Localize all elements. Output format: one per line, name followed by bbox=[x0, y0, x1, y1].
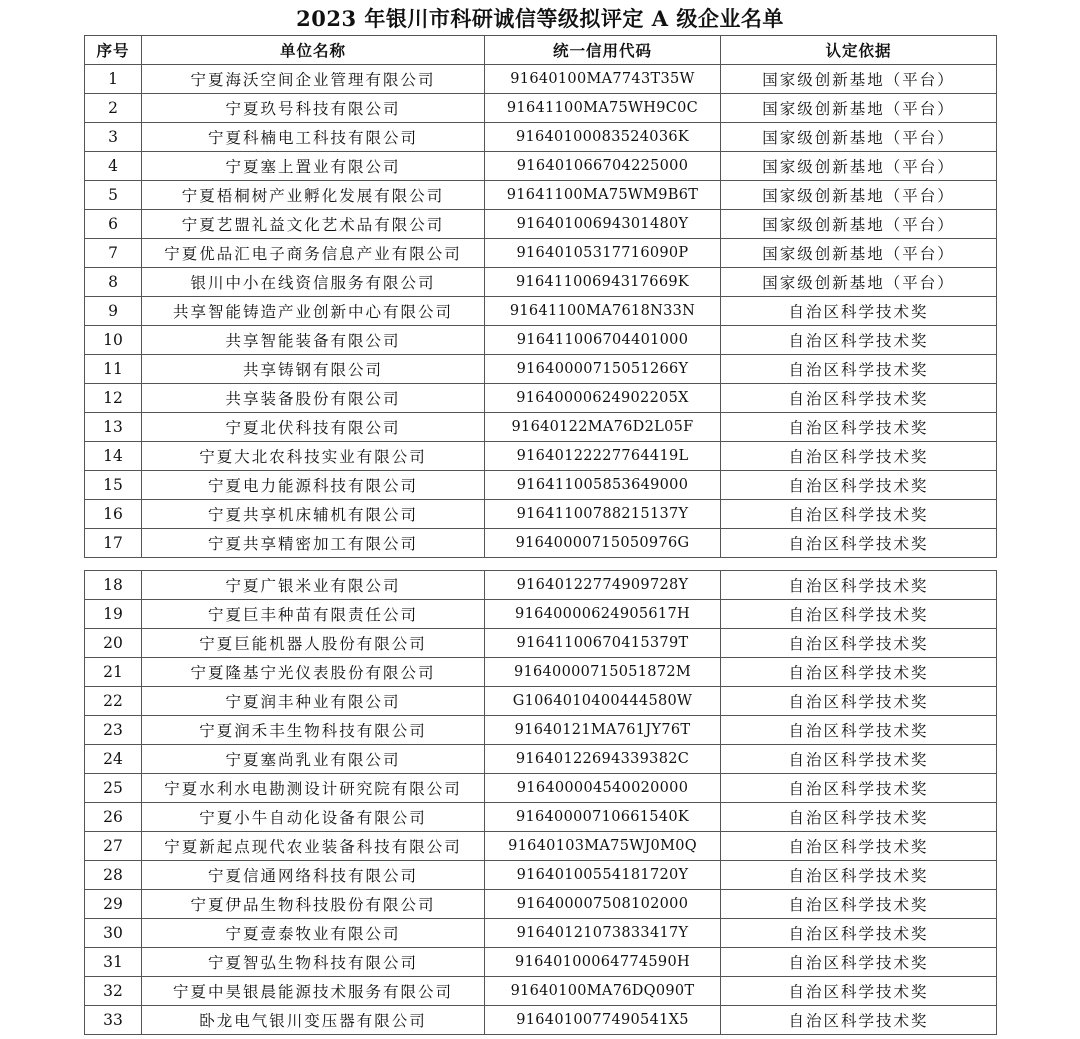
credit-code-cell: 91641100670415379T bbox=[485, 629, 721, 658]
company-name-cell: 宁夏塞尚乳业有限公司 bbox=[142, 745, 485, 774]
basis-cell: 自治区科学技术奖 bbox=[721, 977, 997, 1006]
credit-code-cell: G1064010400444580W bbox=[485, 687, 721, 716]
table-body-part-2 bbox=[85, 571, 997, 1035]
company-name-cell: 宁夏大北农科技实业有限公司 bbox=[142, 442, 485, 471]
table-row bbox=[85, 948, 997, 977]
credit-code-cell: 91641100MA75WM9B6T bbox=[485, 181, 721, 210]
table-row bbox=[85, 500, 997, 529]
table-row bbox=[85, 65, 997, 94]
credit-code-cell: 91640100064774590H bbox=[485, 948, 721, 977]
seq-cell: 5 bbox=[85, 181, 142, 210]
company-name-cell: 宁夏艺盟礼益文化艺术品有限公司 bbox=[142, 210, 485, 239]
basis-cell: 自治区科学技术奖 bbox=[721, 600, 997, 629]
basis-cell: 自治区科学技术奖 bbox=[721, 384, 997, 413]
company-name-cell: 共享铸钢有限公司 bbox=[142, 355, 485, 384]
table-row bbox=[85, 832, 997, 861]
seq-cell: 29 bbox=[85, 890, 142, 919]
seq-cell: 17 bbox=[85, 529, 142, 558]
table-row bbox=[85, 297, 997, 326]
seq-cell: 31 bbox=[85, 948, 142, 977]
seq-cell: 7 bbox=[85, 239, 142, 268]
basis-cell: 自治区科学技术奖 bbox=[721, 687, 997, 716]
credit-code-cell: 916400007508102000 bbox=[485, 890, 721, 919]
table-row bbox=[85, 919, 997, 948]
table-row bbox=[85, 571, 997, 600]
company-name-cell: 宁夏智弘生物科技有限公司 bbox=[142, 948, 485, 977]
header-seq: 序号 bbox=[85, 36, 142, 65]
credit-code-cell: 91640100694301480Y bbox=[485, 210, 721, 239]
credit-code-cell: 91641100788215137Y bbox=[485, 500, 721, 529]
seq-cell: 23 bbox=[85, 716, 142, 745]
company-name-cell: 银川中小在线资信服务有限公司 bbox=[142, 268, 485, 297]
seq-cell: 4 bbox=[85, 152, 142, 181]
basis-cell: 自治区科学技术奖 bbox=[721, 948, 997, 977]
seq-cell: 15 bbox=[85, 471, 142, 500]
credit-code-cell: 91640105317716090P bbox=[485, 239, 721, 268]
basis-cell: 自治区科学技术奖 bbox=[721, 500, 997, 529]
table-row bbox=[85, 774, 997, 803]
company-name-cell: 宁夏优品汇电子商务信息产业有限公司 bbox=[142, 239, 485, 268]
credit-code-cell: 91640000715050976G bbox=[485, 529, 721, 558]
company-name-cell: 宁夏共享机床辅机有限公司 bbox=[142, 500, 485, 529]
basis-cell: 自治区科学技术奖 bbox=[721, 629, 997, 658]
seq-cell: 19 bbox=[85, 600, 142, 629]
company-name-cell: 卧龙电气银川变压器有限公司 bbox=[142, 1006, 485, 1035]
basis-cell: 国家级创新基地（平台） bbox=[721, 94, 997, 123]
basis-cell: 自治区科学技术奖 bbox=[721, 890, 997, 919]
credit-code-cell: 91640121MA761JY76T bbox=[485, 716, 721, 745]
credit-code-cell: 916411006704401000 bbox=[485, 326, 721, 355]
company-name-cell: 宁夏信通网络科技有限公司 bbox=[142, 861, 485, 890]
table-row bbox=[85, 890, 997, 919]
seq-cell: 2 bbox=[85, 94, 142, 123]
basis-cell: 自治区科学技术奖 bbox=[721, 658, 997, 687]
table-row bbox=[85, 413, 997, 442]
seq-cell: 6 bbox=[85, 210, 142, 239]
seq-cell: 13 bbox=[85, 413, 142, 442]
seq-cell: 32 bbox=[85, 977, 142, 1006]
seq-cell: 16 bbox=[85, 500, 142, 529]
seq-cell: 24 bbox=[85, 745, 142, 774]
table-row bbox=[85, 152, 997, 181]
credit-code-cell: 9164010077490541X5 bbox=[485, 1006, 721, 1035]
credit-code-cell: 91640122694339382C bbox=[485, 745, 721, 774]
company-table-part-2 bbox=[84, 570, 997, 1035]
company-table-part-1 bbox=[84, 35, 997, 558]
basis-cell: 自治区科学技术奖 bbox=[721, 861, 997, 890]
basis-cell: 自治区科学技术奖 bbox=[721, 571, 997, 600]
seq-cell: 25 bbox=[85, 774, 142, 803]
company-name-cell: 宁夏广银米业有限公司 bbox=[142, 571, 485, 600]
company-name-cell: 宁夏巨能机器人股份有限公司 bbox=[142, 629, 485, 658]
table-row bbox=[85, 529, 997, 558]
basis-cell: 自治区科学技术奖 bbox=[721, 1006, 997, 1035]
company-name-cell: 宁夏小牛自动化设备有限公司 bbox=[142, 803, 485, 832]
seq-cell: 8 bbox=[85, 268, 142, 297]
company-name-cell: 宁夏梧桐树产业孵化发展有限公司 bbox=[142, 181, 485, 210]
table-row bbox=[85, 471, 997, 500]
basis-cell: 自治区科学技术奖 bbox=[721, 745, 997, 774]
company-name-cell: 宁夏新起点现代农业装备科技有限公司 bbox=[142, 832, 485, 861]
company-name-cell: 宁夏隆基宁光仪表股份有限公司 bbox=[142, 658, 485, 687]
credit-code-cell: 916411005853649000 bbox=[485, 471, 721, 500]
table-body-part-1 bbox=[85, 65, 997, 558]
credit-code-cell: 91641100694317669K bbox=[485, 268, 721, 297]
company-name-cell: 宁夏北伏科技有限公司 bbox=[142, 413, 485, 442]
table-row bbox=[85, 803, 997, 832]
basis-cell: 国家级创新基地（平台） bbox=[721, 181, 997, 210]
table-row bbox=[85, 600, 997, 629]
table-row bbox=[85, 123, 997, 152]
table-row bbox=[85, 384, 997, 413]
seq-cell: 10 bbox=[85, 326, 142, 355]
credit-code-cell: 91640000715051266Y bbox=[485, 355, 721, 384]
company-name-cell: 共享智能装备有限公司 bbox=[142, 326, 485, 355]
seq-cell: 18 bbox=[85, 571, 142, 600]
basis-cell: 自治区科学技术奖 bbox=[721, 326, 997, 355]
table-row bbox=[85, 861, 997, 890]
seq-cell: 28 bbox=[85, 861, 142, 890]
company-name-cell: 宁夏巨丰种苗有限责任公司 bbox=[142, 600, 485, 629]
seq-cell: 33 bbox=[85, 1006, 142, 1035]
seq-cell: 21 bbox=[85, 658, 142, 687]
company-name-cell: 宁夏玖号科技有限公司 bbox=[142, 94, 485, 123]
basis-cell: 自治区科学技术奖 bbox=[721, 919, 997, 948]
basis-cell: 国家级创新基地（平台） bbox=[721, 239, 997, 268]
basis-cell: 国家级创新基地（平台） bbox=[721, 123, 997, 152]
credit-code-cell: 91640100MA76DQ090T bbox=[485, 977, 721, 1006]
document-title: 2023 年银川市科研诚信等级拟评定 A 级企业名单 bbox=[296, 6, 784, 31]
table-row bbox=[85, 326, 997, 355]
credit-code-cell: 91640100554181720Y bbox=[485, 861, 721, 890]
header-company-name: 单位名称 bbox=[142, 36, 485, 65]
basis-cell: 自治区科学技术奖 bbox=[721, 442, 997, 471]
table-row bbox=[85, 239, 997, 268]
company-name-cell: 宁夏科楠电工科技有限公司 bbox=[142, 123, 485, 152]
basis-cell: 国家级创新基地（平台） bbox=[721, 152, 997, 181]
company-name-cell: 宁夏伊品生物科技股份有限公司 bbox=[142, 890, 485, 919]
credit-code-cell: 91640100MA7743T35W bbox=[485, 65, 721, 94]
company-name-cell: 宁夏水利水电勘测设计研究院有限公司 bbox=[142, 774, 485, 803]
table-row bbox=[85, 977, 997, 1006]
credit-code-cell: 91640000624902205X bbox=[485, 384, 721, 413]
seq-cell: 30 bbox=[85, 919, 142, 948]
seq-cell: 27 bbox=[85, 832, 142, 861]
basis-cell: 国家级创新基地（平台） bbox=[721, 268, 997, 297]
credit-code-cell: 91640122MA76D2L05F bbox=[485, 413, 721, 442]
table-row bbox=[85, 94, 997, 123]
basis-cell: 自治区科学技术奖 bbox=[721, 529, 997, 558]
company-name-cell: 宁夏共享精密加工有限公司 bbox=[142, 529, 485, 558]
seq-cell: 3 bbox=[85, 123, 142, 152]
company-name-cell: 宁夏塞上置业有限公司 bbox=[142, 152, 485, 181]
basis-cell: 自治区科学技术奖 bbox=[721, 716, 997, 745]
table-row bbox=[85, 442, 997, 471]
seq-cell: 14 bbox=[85, 442, 142, 471]
basis-cell: 国家级创新基地（平台） bbox=[721, 65, 997, 94]
seq-cell: 20 bbox=[85, 629, 142, 658]
company-name-cell: 宁夏海沃空间企业管理有限公司 bbox=[142, 65, 485, 94]
table-row bbox=[85, 355, 997, 384]
company-name-cell: 宁夏壹泰牧业有限公司 bbox=[142, 919, 485, 948]
credit-code-cell: 91641100MA7618N33N bbox=[485, 297, 721, 326]
table-row bbox=[85, 181, 997, 210]
seq-cell: 9 bbox=[85, 297, 142, 326]
table-row bbox=[85, 716, 997, 745]
basis-cell: 自治区科学技术奖 bbox=[721, 803, 997, 832]
basis-cell: 国家级创新基地（平台） bbox=[721, 210, 997, 239]
basis-cell: 自治区科学技术奖 bbox=[721, 297, 997, 326]
table-row bbox=[85, 687, 997, 716]
basis-cell: 自治区科学技术奖 bbox=[721, 413, 997, 442]
table-row bbox=[85, 1006, 997, 1035]
table-row bbox=[85, 745, 997, 774]
credit-code-cell: 91640100083524036K bbox=[485, 123, 721, 152]
table-row bbox=[85, 658, 997, 687]
seq-cell: 1 bbox=[85, 65, 142, 94]
basis-cell: 自治区科学技术奖 bbox=[721, 774, 997, 803]
header-credit-code: 统一信用代码 bbox=[485, 36, 721, 65]
credit-code-cell: 916401066704225000 bbox=[485, 152, 721, 181]
basis-cell: 自治区科学技术奖 bbox=[721, 832, 997, 861]
credit-code-cell: 91640121073833417Y bbox=[485, 919, 721, 948]
company-name-cell: 宁夏润丰种业有限公司 bbox=[142, 687, 485, 716]
credit-code-cell: 91640000710661540K bbox=[485, 803, 721, 832]
header-basis: 认定依据 bbox=[721, 36, 997, 65]
basis-cell: 自治区科学技术奖 bbox=[721, 355, 997, 384]
seq-cell: 11 bbox=[85, 355, 142, 384]
company-name-cell: 共享智能铸造产业创新中心有限公司 bbox=[142, 297, 485, 326]
credit-code-cell: 916400004540020000 bbox=[485, 774, 721, 803]
seq-cell: 12 bbox=[85, 384, 142, 413]
table-row bbox=[85, 629, 997, 658]
company-name-cell: 宁夏电力能源科技有限公司 bbox=[142, 471, 485, 500]
credit-code-cell: 91640122774909728Y bbox=[485, 571, 721, 600]
table-row bbox=[85, 268, 997, 297]
table-header-row bbox=[85, 36, 997, 65]
seq-cell: 22 bbox=[85, 687, 142, 716]
credit-code-cell: 91640000715051872M bbox=[485, 658, 721, 687]
credit-code-cell: 91640000624905617H bbox=[485, 600, 721, 629]
company-name-cell: 共享装备股份有限公司 bbox=[142, 384, 485, 413]
credit-code-cell: 91640103MA75WJ0M0Q bbox=[485, 832, 721, 861]
seq-cell: 26 bbox=[85, 803, 142, 832]
basis-cell: 自治区科学技术奖 bbox=[721, 471, 997, 500]
credit-code-cell: 91641100MA75WH9C0C bbox=[485, 94, 721, 123]
table-row bbox=[85, 210, 997, 239]
credit-code-cell: 91640122227764419L bbox=[485, 442, 721, 471]
company-name-cell: 宁夏中昊银晨能源技术服务有限公司 bbox=[142, 977, 485, 1006]
company-name-cell: 宁夏润禾丰生物科技有限公司 bbox=[142, 716, 485, 745]
